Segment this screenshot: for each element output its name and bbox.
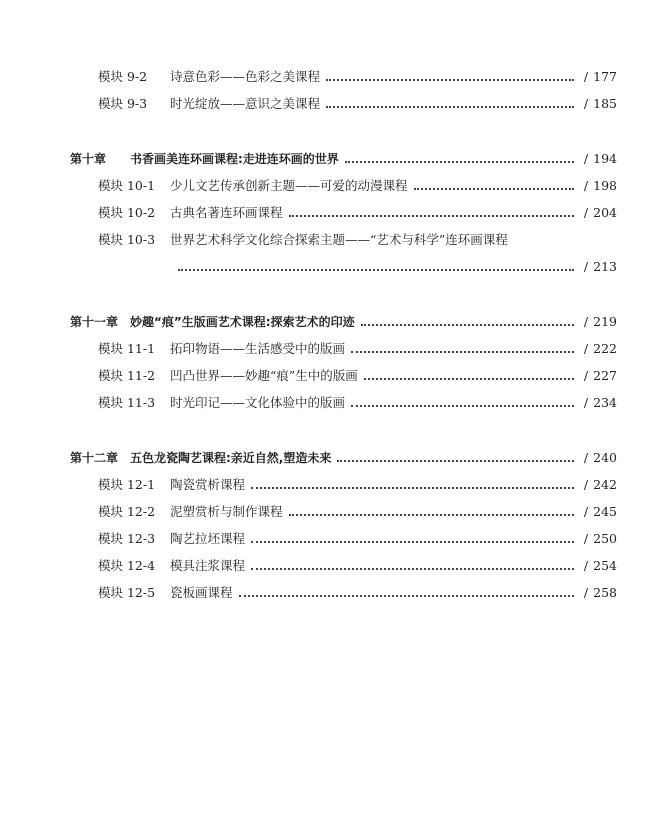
- dot-leader: [178, 268, 574, 271]
- dot-leader: [326, 78, 574, 81]
- toc-entry[interactable]: [0, 229, 665, 249]
- dot-leader: [414, 187, 574, 190]
- entry-page: / 234: [583, 394, 617, 410]
- chapter-title: 妙趣“痕”生版画艺术课程:探索艺术的印迹: [130, 314, 355, 329]
- dot-leader: [326, 105, 574, 108]
- entry-code: 模块 11-2: [98, 368, 156, 383]
- toc-entry[interactable]: [0, 338, 665, 358]
- entry-code: 模块 12-4: [98, 558, 156, 573]
- toc-entry[interactable]: [0, 474, 665, 494]
- entry-page: / 227: [583, 367, 617, 383]
- dot-leader: [351, 404, 574, 407]
- dot-leader: [289, 214, 574, 217]
- entry-page: / 242: [583, 476, 617, 492]
- dot-leader: [351, 350, 574, 353]
- toc-entry-continuation[interactable]: [0, 256, 665, 276]
- chapter-number: 第十二章: [70, 450, 119, 465]
- entry-page: / 245: [583, 503, 617, 519]
- dot-leader: [361, 323, 574, 326]
- entry-code: 模块 12-3: [98, 531, 156, 546]
- toc-chapter[interactable]: [0, 148, 665, 168]
- toc-chapter[interactable]: [0, 311, 665, 331]
- entry-title: 诗意色彩——色彩之美课程: [170, 69, 321, 84]
- entry-code: 模块 11-3: [98, 395, 156, 410]
- toc-entry[interactable]: [0, 202, 665, 222]
- entry-code: 模块 12-5: [98, 585, 156, 600]
- toc-entry[interactable]: [0, 93, 665, 113]
- entry-page: / 213: [583, 258, 617, 274]
- entry-code: 模块 11-1: [98, 341, 156, 356]
- toc-entry[interactable]: [0, 66, 665, 86]
- entry-title: 时光印记——文化体验中的版画: [170, 395, 346, 410]
- entry-page: / 219: [583, 313, 617, 329]
- entry-page: / 258: [583, 584, 617, 600]
- entry-code: 模块 9-3: [98, 96, 148, 111]
- chapter-number: 第十章: [70, 151, 107, 166]
- toc-entry[interactable]: [0, 392, 665, 412]
- toc-entry[interactable]: [0, 365, 665, 385]
- entry-code: 模块 10-3: [98, 232, 156, 247]
- dot-leader: [251, 540, 574, 543]
- toc-entry[interactable]: [0, 175, 665, 195]
- entry-title: 凹凸世界——妙趣“痕”生中的版画: [170, 368, 358, 383]
- entry-code: 模块 9-2: [98, 69, 148, 84]
- toc-entry[interactable]: [0, 501, 665, 521]
- entry-page: / 254: [583, 557, 617, 573]
- entry-page: / 240: [583, 449, 617, 465]
- toc-entry[interactable]: [0, 555, 665, 575]
- chapter-number: 第十一章: [70, 314, 119, 329]
- entry-title: 时光绽放——意识之美课程: [170, 96, 321, 111]
- entry-title: 拓印物语——生活感受中的版画: [170, 341, 346, 356]
- dot-leader: [251, 567, 574, 570]
- entry-title: 泥塑赏析与制作课程: [170, 504, 283, 519]
- dot-leader: [337, 459, 574, 462]
- toc-chapter[interactable]: [0, 447, 665, 467]
- toc-entry[interactable]: [0, 582, 665, 602]
- entry-code: 模块 10-1: [98, 178, 156, 193]
- entry-page: / 250: [583, 530, 617, 546]
- entry-title: 少儿文艺传承创新主题——可爱的动漫课程: [170, 178, 408, 193]
- entry-page: / 177: [583, 68, 617, 84]
- entry-title: 瓷板画课程: [170, 585, 233, 600]
- entry-title: 世界艺术科学文化综合探索主题——“艺术与科学”连环画课程: [170, 232, 508, 247]
- entry-page: / 194: [583, 150, 617, 166]
- chapter-title: 五色龙瓷陶艺课程:亲近自然,塑造未来: [130, 450, 332, 465]
- dot-leader: [289, 513, 574, 516]
- dot-leader: [364, 377, 574, 380]
- entry-page: / 185: [583, 95, 617, 111]
- dot-leader: [239, 594, 574, 597]
- entry-title: 陶瓷赏析课程: [170, 477, 246, 492]
- entry-code: 模块 12-1: [98, 477, 156, 492]
- dot-leader: [251, 486, 574, 489]
- chapter-title: 书香画美连环画课程:走进连环画的世界: [130, 151, 339, 166]
- entry-code: 模块 12-2: [98, 504, 156, 519]
- entry-page: / 198: [583, 177, 617, 193]
- entry-code: 模块 10-2: [98, 205, 156, 220]
- entry-page: / 222: [583, 340, 617, 356]
- entry-title: 陶艺拉坯课程: [170, 531, 246, 546]
- entry-title: 模具注浆课程: [170, 558, 246, 573]
- dot-leader: [345, 160, 574, 163]
- toc-entry[interactable]: [0, 528, 665, 548]
- entry-page: / 204: [583, 204, 617, 220]
- entry-title: 古典名著连环画课程: [170, 205, 283, 220]
